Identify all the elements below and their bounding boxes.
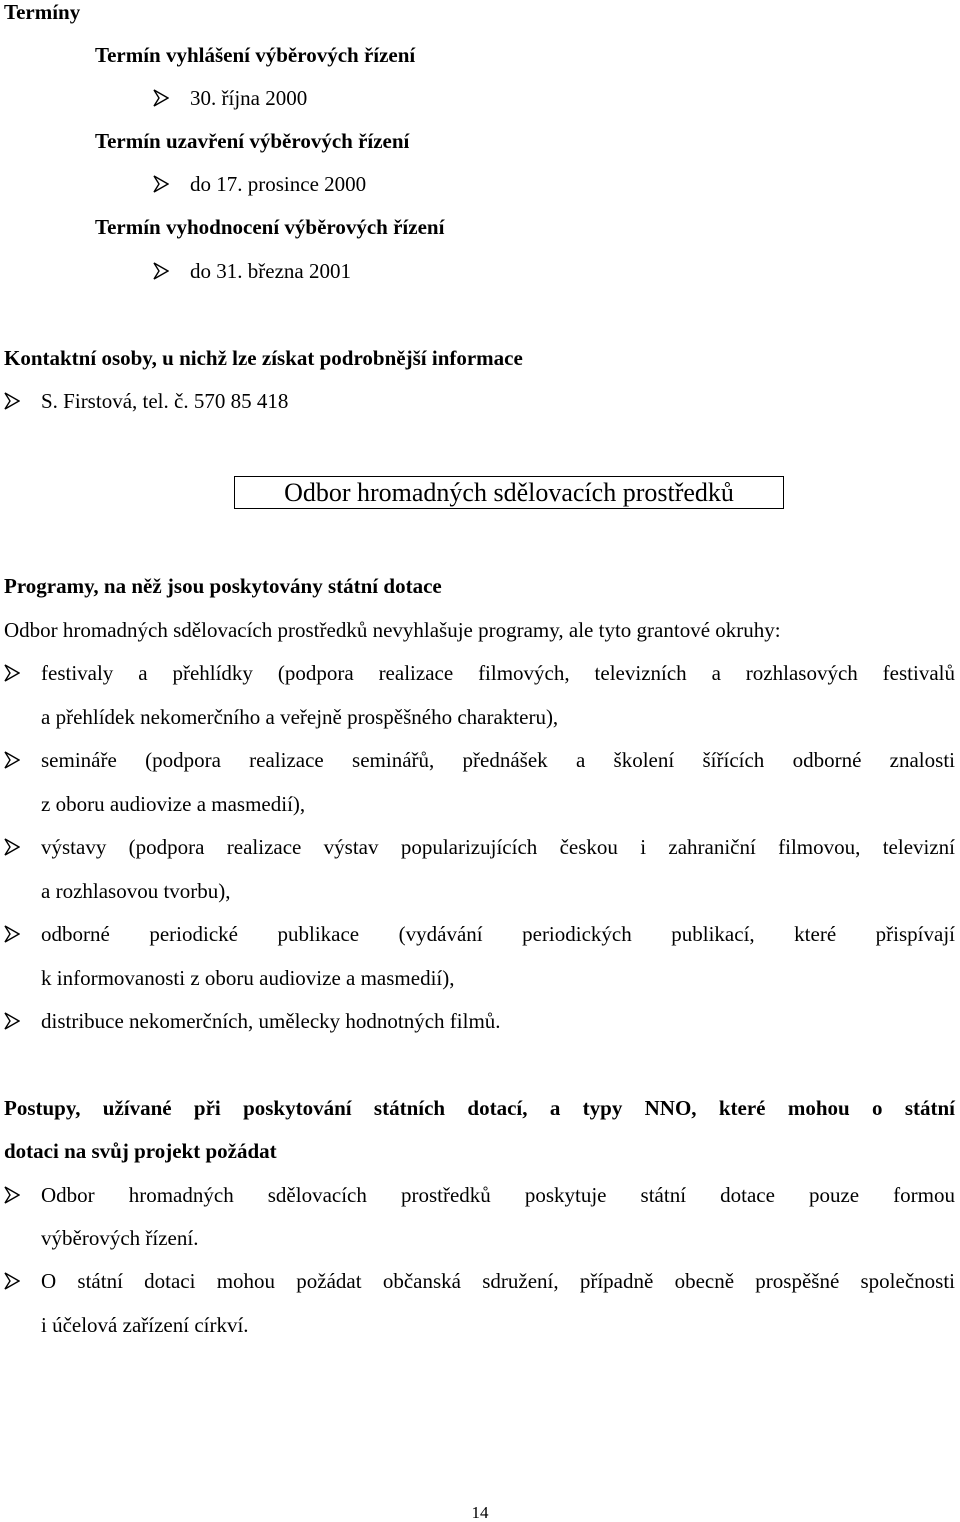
postupy-item-sdruzeni: O státní dotaci mohou požádat občanská sdružení, případně obecně prospěšné společnosti bbox=[41, 1269, 955, 1293]
page-number: 14 bbox=[471, 1503, 489, 1522]
section-heading-terminy: Termíny bbox=[4, 0, 81, 24]
section-heading-kontakt: Kontaktní osoby, u nichž lze získat podrobnější informace bbox=[4, 346, 523, 370]
list-item-festivaly-cont: a přehlídek nekomerčního a veřejně prospěšného charakteru), bbox=[41, 705, 559, 729]
term-value-vyhodnoceni: do 31. března 2001 bbox=[190, 259, 351, 283]
section-heading-postupy: Postupy, užívané při poskytování státních dotací, a typy NNO, které mohou o státní bbox=[4, 1096, 955, 1120]
section-heading-programy: Programy, na něž jsou poskytovány státní dotace bbox=[4, 574, 442, 598]
list-item-distribuce: distribuce nekomerčních, umělecky hodnotných filmů. bbox=[41, 1009, 501, 1033]
term-label-vyhodnoceni: Termín vyhodnocení výběrových řízení bbox=[95, 215, 445, 239]
arrow-bullet-icon bbox=[4, 1272, 20, 1290]
programy-intro: Odbor hromadných sdělovacích prostředků nevyhlašuje programy, ale tyto grantové okruhy: bbox=[4, 618, 781, 642]
list-item-publikace: odborné periodické publikace (vydávání periodických publikací, které přispívají bbox=[41, 922, 955, 946]
arrow-bullet-icon bbox=[4, 664, 20, 682]
list-item-vystavy: výstavy (podpora realizace výstav popularizujících českou i zahraniční filmovou, televizní bbox=[41, 835, 955, 859]
term-value-vyhlaseni: 30. října 2000 bbox=[190, 86, 308, 110]
postupy-item-odbor-cont: výběrových řízení. bbox=[41, 1226, 199, 1250]
list-item-publikace-cont: k informovanosti z oboru audiovize a masmedií), bbox=[41, 966, 455, 990]
arrow-bullet-icon bbox=[4, 1186, 20, 1204]
arrow-bullet-icon bbox=[4, 925, 20, 943]
list-item-festivaly: festivaly a přehlídky (podpora realizace filmových, televizních a rozhlasových festivalů bbox=[41, 661, 955, 685]
postupy-item-odbor: Odbor hromadných sdělovacích prostředků poskytuje státní dotace pouze formou bbox=[41, 1183, 955, 1207]
term-value-uzavreni: do 17. prosince 2000 bbox=[190, 172, 367, 196]
contact-person: S. Firstová, tel. č. 570 85 418 bbox=[41, 389, 289, 413]
arrow-bullet-icon bbox=[153, 89, 169, 107]
list-item-seminare-cont: z oboru audiovize a masmedií), bbox=[41, 792, 306, 816]
department-title-box: Odbor hromadných sdělovacích prostředků bbox=[234, 476, 784, 509]
term-label-vyhlaseni: Termín vyhlášení výběrových řízení bbox=[95, 43, 416, 67]
arrow-bullet-icon bbox=[153, 175, 169, 193]
arrow-bullet-icon bbox=[4, 838, 20, 856]
term-label-uzavreni: Termín uzavření výběrových řízení bbox=[95, 129, 410, 153]
list-item-vystavy-cont: a rozhlasovou tvorbu), bbox=[41, 879, 231, 903]
arrow-bullet-icon bbox=[4, 1012, 20, 1030]
section-heading-postupy-cont: dotaci na svůj projekt požádat bbox=[4, 1139, 277, 1163]
arrow-bullet-icon bbox=[153, 262, 169, 280]
arrow-bullet-icon bbox=[4, 392, 20, 410]
arrow-bullet-icon bbox=[4, 751, 20, 769]
postupy-item-sdruzeni-cont: i účelová zařízení církví. bbox=[41, 1313, 249, 1337]
list-item-seminare: semináře (podpora realizace seminářů, přednášek a školení šířících odborné znalosti bbox=[41, 748, 955, 772]
